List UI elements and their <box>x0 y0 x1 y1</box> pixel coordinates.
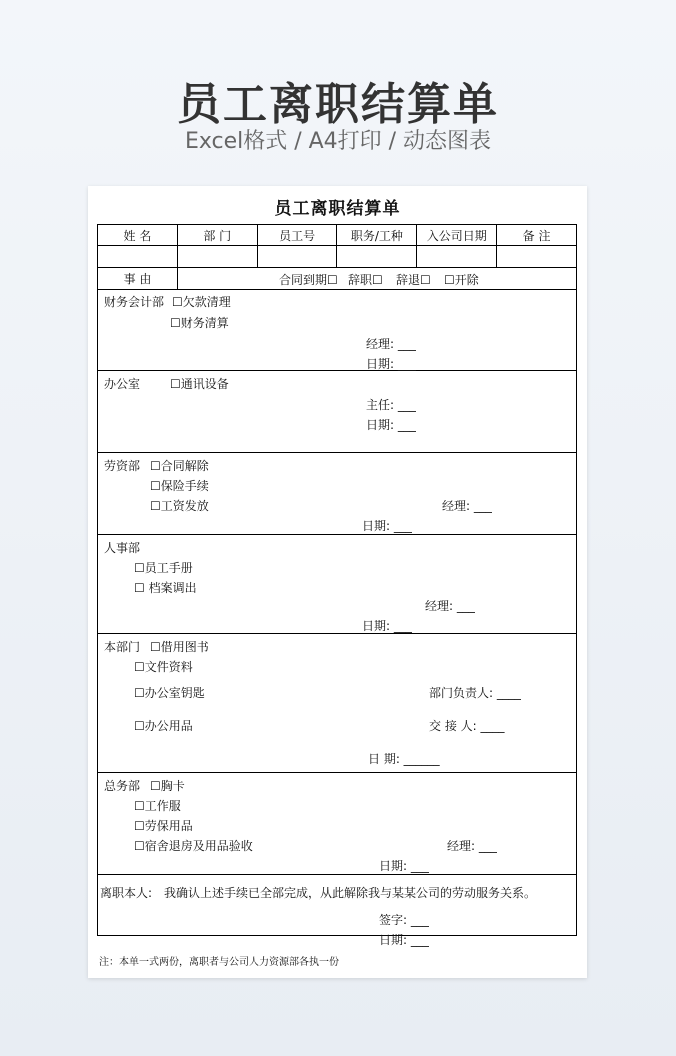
section-finance <box>98 289 576 371</box>
position-cell[interactable] <box>337 245 417 267</box>
settlement-form <box>97 224 577 947</box>
finance-sign: 经理: ___ <box>366 337 416 351</box>
labor-item-contract[interactable]: ☐合同解除 <box>150 459 209 473</box>
general-item-uniform[interactable]: ☐工作服 <box>134 799 181 813</box>
section-hr <box>98 535 576 634</box>
confirm-date: 日期: ___ <box>379 933 429 947</box>
hr-item-archive[interactable]: ☐ 档案调出 <box>134 581 197 595</box>
own-item-documents[interactable]: ☐文件资料 <box>134 660 193 674</box>
general-dept: 总务部 <box>104 779 141 793</box>
office-item-devices[interactable]: ☐通讯设备 <box>170 377 229 391</box>
finance-date: 日期: ___ <box>366 357 416 371</box>
footnote: 注：本单一式两份，离职者与公司人力资源部各执一份 <box>99 957 339 968</box>
office-sign: 主任: ___ <box>366 398 416 412</box>
header-remarks: 备 注 <box>522 228 551 243</box>
hero-title: 员工离职结算单 <box>177 79 499 130</box>
own-date: 日 期: ______ <box>368 752 440 766</box>
own-item-books[interactable]: ☐借用图书 <box>150 640 209 654</box>
header-name: 姓 名 <box>98 225 178 245</box>
general-sign: 经理: ___ <box>447 839 497 853</box>
join-date-cell[interactable] <box>417 245 497 267</box>
general-item-protective[interactable]: ☐劳保用品 <box>134 819 193 833</box>
remarks-cell[interactable] <box>497 245 576 267</box>
labor-date: 日期: ___ <box>362 519 412 533</box>
office-date: 日期: ___ <box>366 418 416 432</box>
confirm-label: 离职本人: <box>100 886 153 900</box>
own-item-keys[interactable]: ☐办公室钥匙 <box>134 686 205 700</box>
own-item-supplies[interactable]: ☐办公用品 <box>134 719 193 733</box>
hr-date: 日期: ___ <box>362 619 412 633</box>
section-general <box>98 773 576 875</box>
option-expulsion[interactable]: ☐开除 <box>444 273 479 287</box>
section-labor <box>98 453 576 535</box>
entry-row <box>98 245 576 268</box>
labor-item-insurance[interactable]: ☐保险手续 <box>150 479 209 493</box>
hr-item-handbook[interactable]: ☐员工手册 <box>134 561 193 575</box>
name-cell[interactable] <box>98 245 178 267</box>
labor-sign: 经理: ___ <box>442 499 492 513</box>
own-sign-manager: 部门负责人: ____ <box>429 686 521 700</box>
hr-dept: 人事部 <box>104 541 141 555</box>
option-dismissal[interactable]: 辞退☐ <box>396 273 431 287</box>
form-paper <box>88 186 587 978</box>
employee-id-cell[interactable] <box>258 245 338 267</box>
option-contract-expiry[interactable]: 合同到期☐ <box>279 273 338 287</box>
finance-dept: 财务会计部 <box>104 295 165 309</box>
labor-item-salary[interactable]: ☐工资发放 <box>150 499 209 513</box>
department-cell[interactable] <box>178 245 258 267</box>
header-position: 职务/工种 <box>337 225 417 245</box>
own-dept: 本部门 <box>104 640 141 654</box>
confirm-sign: 签字: ___ <box>379 913 429 927</box>
header-employee-id: 员工号 <box>258 225 338 245</box>
reason-row <box>98 267 576 290</box>
section-office <box>98 371 576 453</box>
section-confirmation <box>98 875 576 947</box>
hero-subtitle: Excel格式 / A4打印 / 动态图表 <box>184 129 492 154</box>
section-own-dept <box>98 634 576 773</box>
reason-label: 事 由 <box>98 267 178 289</box>
option-resignation[interactable]: 辞职☐ <box>348 273 383 287</box>
general-date: 日期: ___ <box>379 859 429 873</box>
own-sign-handover: 交 接 人: ____ <box>429 719 505 733</box>
confirm-text: 我确认上述手续已全部完成，从此解除我与某某公司的劳动服务关系。 <box>164 886 537 900</box>
general-item-badge[interactable]: ☐胸卡 <box>150 779 185 793</box>
header-row <box>98 225 576 246</box>
header-join-date: 入公司日期 <box>417 225 497 245</box>
hr-sign: 经理: ___ <box>425 599 475 613</box>
header-department: 部 门 <box>178 225 258 245</box>
finance-item-debt[interactable]: ☐欠款清理 <box>172 295 231 309</box>
general-item-dorm[interactable]: ☐宿舍退房及用品验收 <box>134 839 253 853</box>
office-dept: 办公室 <box>104 377 141 391</box>
labor-dept: 劳资部 <box>104 459 141 473</box>
document-title: 员工离职结算单 <box>274 199 401 219</box>
finance-item-settlement[interactable]: ☐财务清算 <box>170 316 229 330</box>
